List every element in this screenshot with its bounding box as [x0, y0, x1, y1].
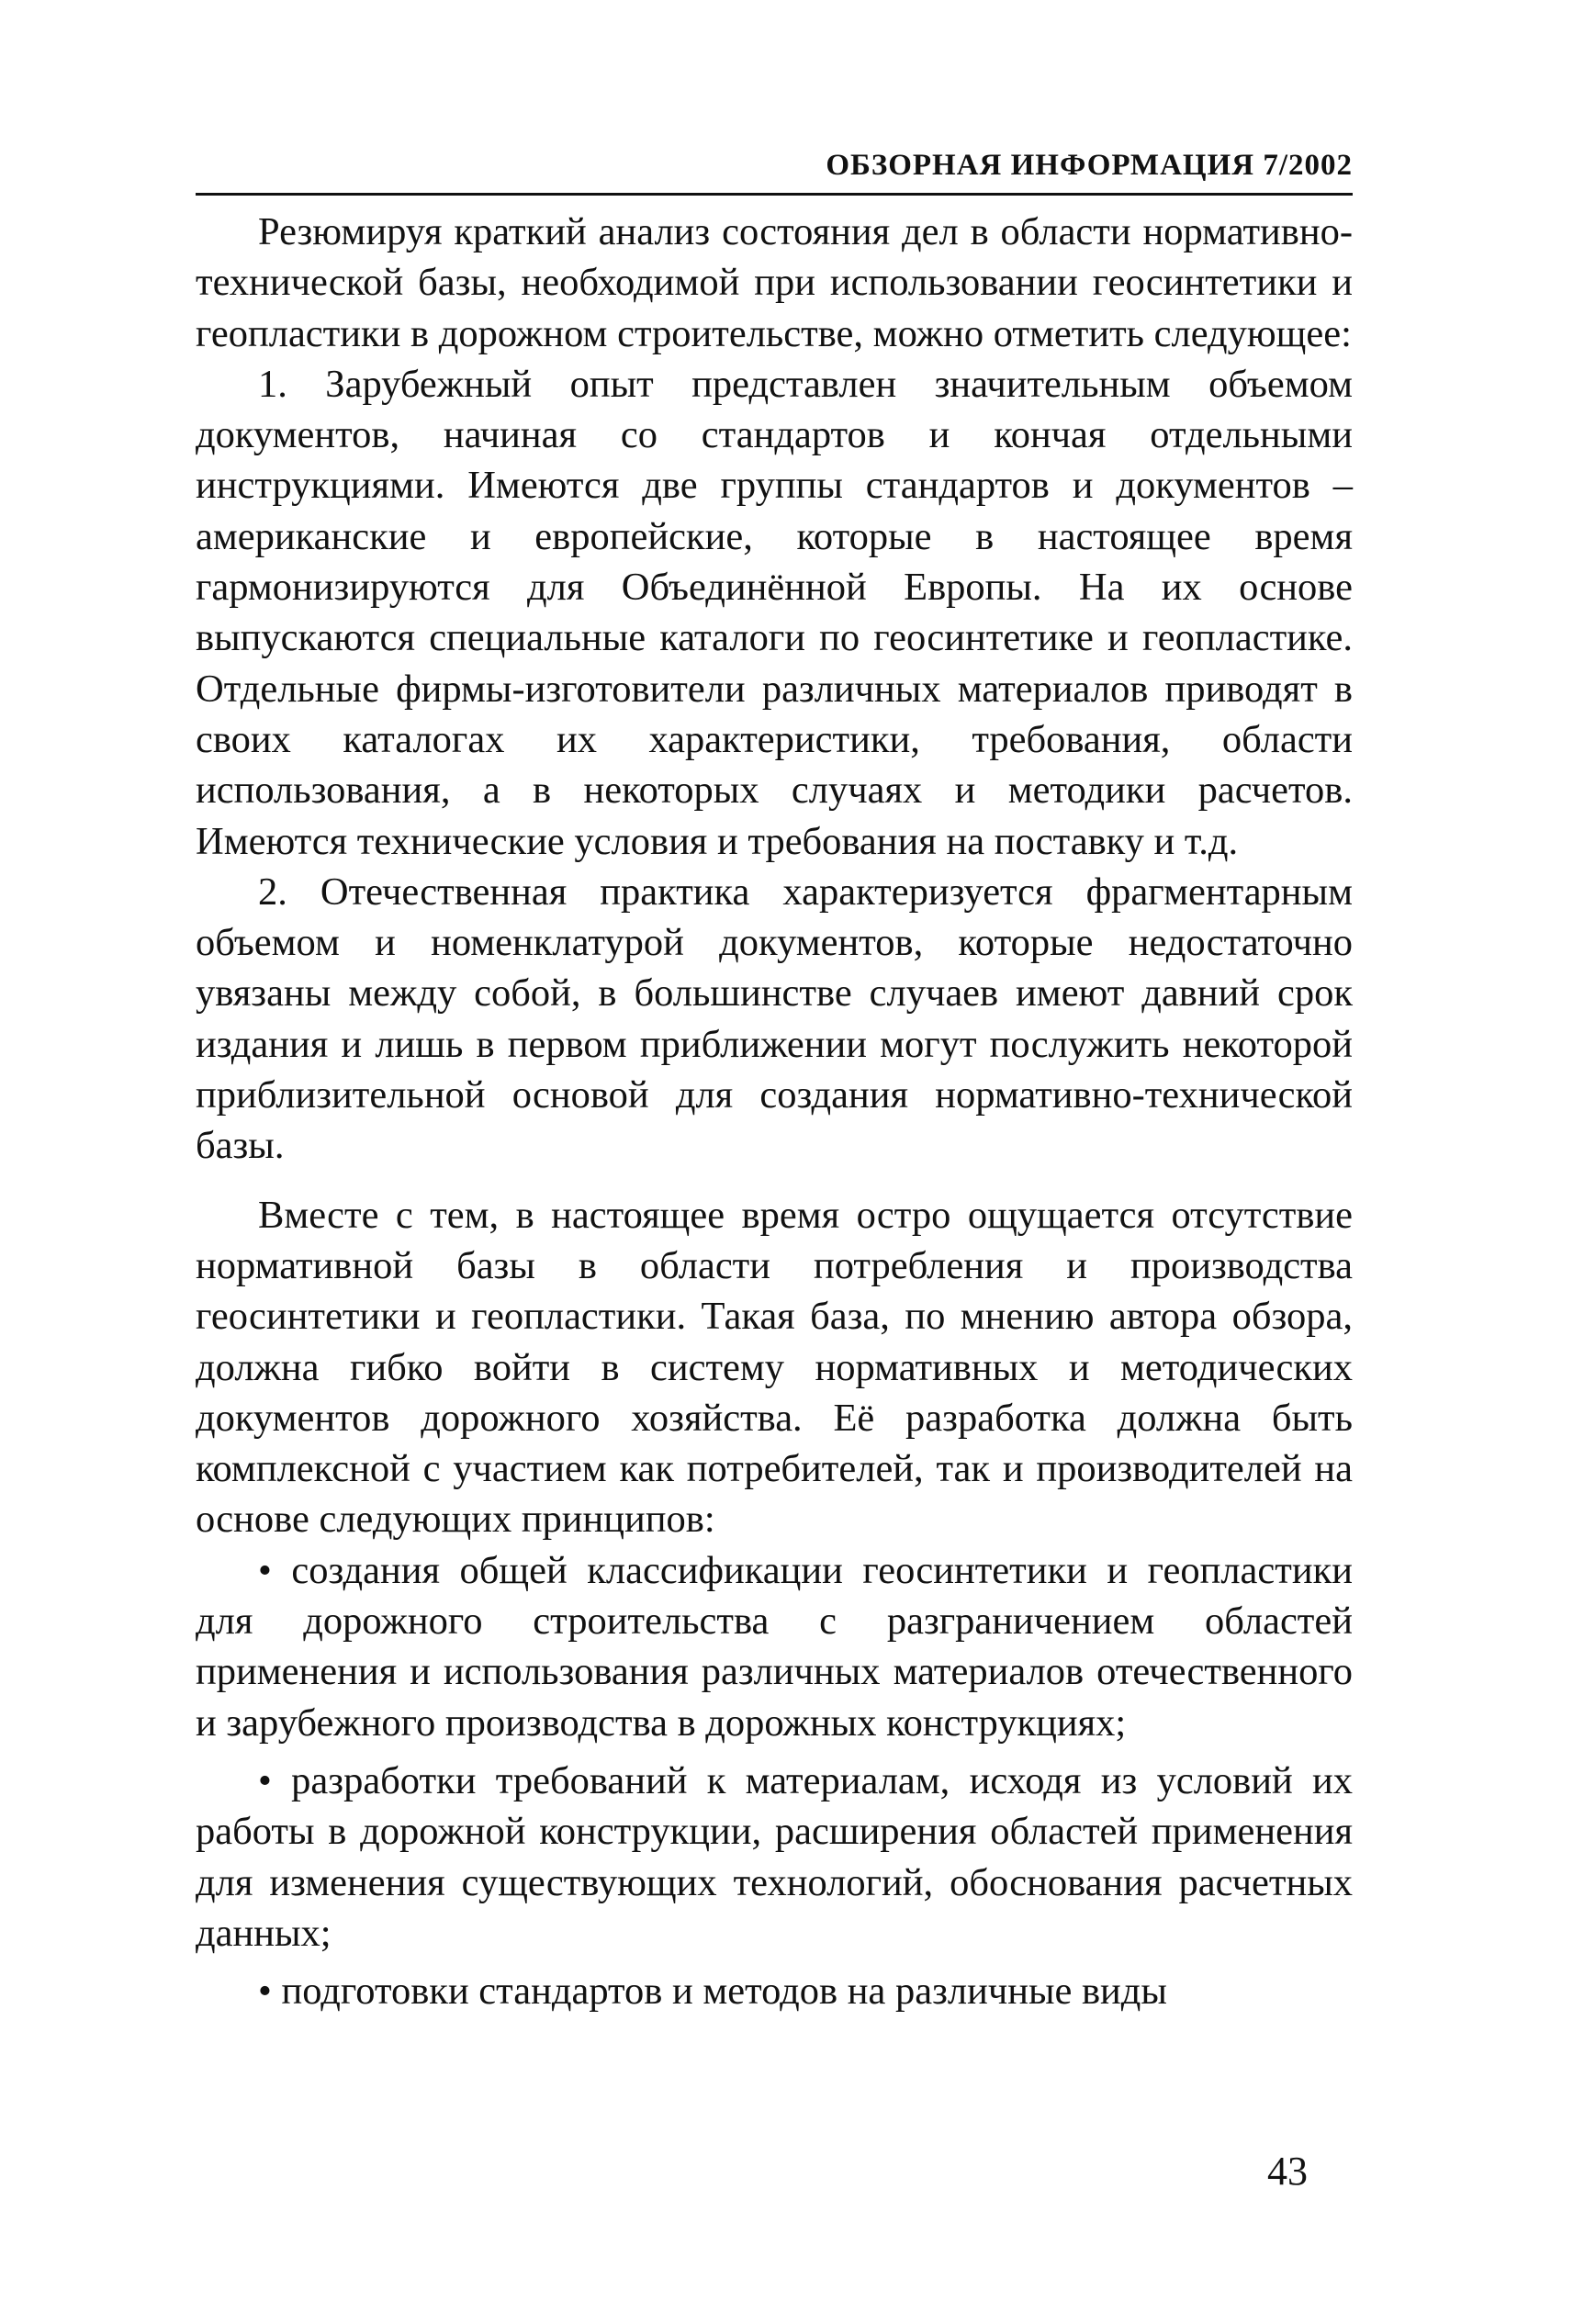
paragraph-normative-base: Вместе с тем, в настоящее время остро ощущается отсутствие нормативной базы в области потребления и производства геосинтетики и геопластики. Такая база, по мнению автора обзора, должна гибко войти в систему нормативных и методических документов дорожного хозяйства. Её разработка должна быть комплексной с участием как потребителей, так и производителей на основе следующих принципов:: [196, 1193, 1353, 1542]
bullet-item-requirements: • разработки требований к материалам, исходя из условий их работы в дорожной конструкции, расширения областей применения для изменения существующих технологий, обоснования расчетных данных;: [196, 1758, 1353, 1955]
page-number: 43: [1267, 2149, 1308, 2194]
running-header-title: ОБЗОРНАЯ ИНФОРМАЦИЯ 7/2002: [826, 149, 1353, 182]
bullet-item-standards: • подготовки стандартов и методов на различные виды: [258, 1970, 1167, 2014]
paragraph-summary-intro: Резюмируя краткий анализ состояния дел в области нормативно-технической базы, необходимой при использовании геосинтетики и геопластики в дорожном строительстве, можно отметить следующее:: [196, 210, 1353, 355]
body-text: [196, 207, 1353, 2016]
paragraph-foreign-experience: 1. Зарубежный опыт представлен значительным объемом документов, начиная со стандартов и кончая отдельными инструкциями. Имеются две группы стандартов и документов – американские и европейские, которые в настоящее время гармонизируются для Объединённой Европы. На их основе выпускаются специальные каталоги по геосинтетике и геопластике. Отдельные фирмы-изготовители различных материалов приводят в своих каталогах их характеристики, требования, области использования, а в некоторых случаях и методики расчетов. Имеются технические условия и требования на поставку и т.д.: [196, 362, 1353, 863]
bullet-item-classification: • создания общей классификации геосинтетики и геопластики для дорожного строительства с разграничением областей применения и использования различных материалов отечественного и зарубежного производства в дорожных конструкциях;: [196, 1548, 1353, 1745]
running-header: [196, 147, 1353, 196]
paragraph-domestic-practice: 2. Отечественная практика характеризуется фрагментарным объемом и номенклатурой документов, которые недостаточно увязаны между собой, в большинстве случаев имеют давний срок издания и лишь в первом приближении могут послужить некоторой приблизительной основой для создания нормативно-технической базы.: [196, 870, 1353, 1168]
